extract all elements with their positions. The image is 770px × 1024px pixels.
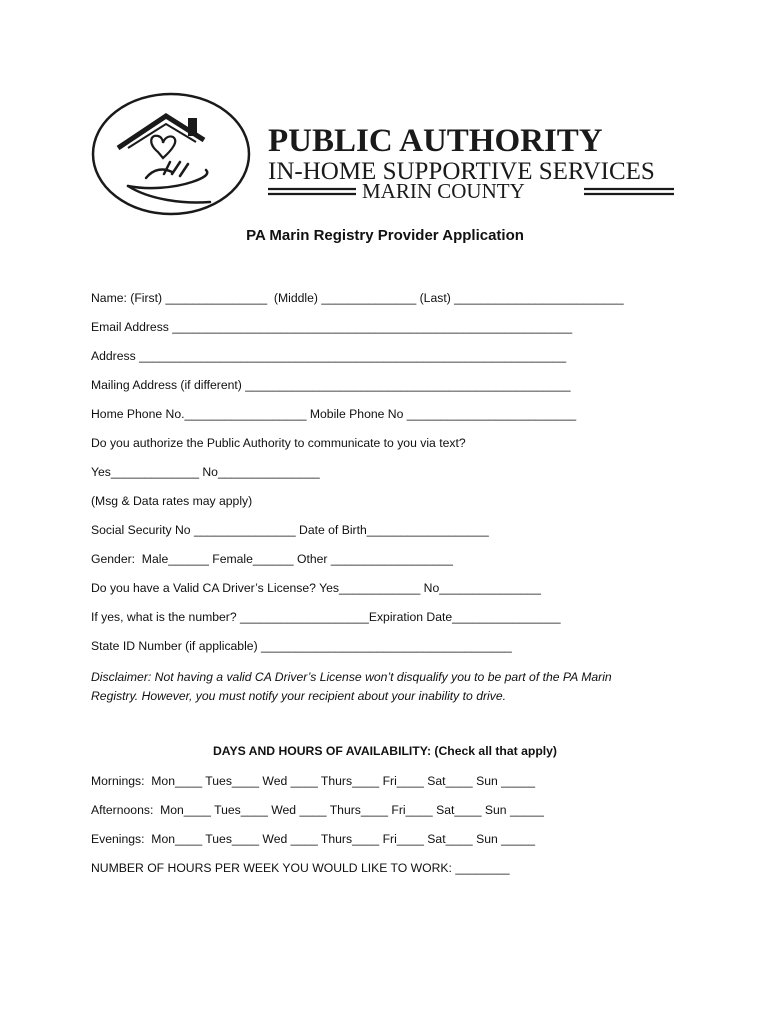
name-field[interactable]: Name: (First) _______________ (Middle) ______________ (Last) _________________________ [91,291,624,305]
disclaimer [91,668,691,706]
house-roof-icon [118,116,204,148]
authorize-text-question: Do you authorize the Public Authority to communicate to you via text? [91,436,466,450]
phone-field[interactable]: Home Phone No.__________________ Mobile Phone No _________________________ [91,407,577,421]
email-field[interactable]: Email Address ___________________________________________________________ [91,320,573,334]
public-authority-logo [88,90,688,220]
afternoons-field[interactable]: Afternoons: Mon____ Tues____ Wed ____ Thurs____ Fri____ Sat____ Sun _____ [91,803,544,817]
license-number-field[interactable]: If yes, what is the number? ___________________Expiration Date________________ [91,610,561,624]
license-field[interactable]: Do you have a Valid CA Driver’s License? Yes____________ No_______________ [91,581,541,595]
disclaimer-line: Registry. However, you must notify your recipient about your inability to drive. [91,689,507,703]
availability-title: DAYS AND HOURS OF AVAILABILITY: (Check all that apply) [213,744,557,758]
svg-text:MARIN COUNTY: MARIN COUNTY [362,179,525,203]
ssn-dob-field[interactable]: Social Security No _______________ Date of Birth__________________ [91,523,489,537]
mailing-address-field[interactable]: Mailing Address (if different) ________________________________________________ [91,378,571,392]
disclaimer-line: Disclaimer: Not having a valid CA Driver’s License won’t disqualify you to be part of the PA Marin [91,670,612,684]
form-title: PA Marin Registry Provider Application [246,227,524,244]
svg-text:IN-HOME SUPPORTIVE SERVICES: IN-HOME SUPPORTIVE SERVICES [268,158,655,185]
msg-rates-note: (Msg & Data rates may apply) [91,494,253,508]
heart-icon [151,136,175,158]
gender-field[interactable]: Gender: Male______ Female______ Other __________________ [91,552,453,566]
svg-text:PUBLIC AUTHORITY: PUBLIC AUTHORITY [268,123,603,159]
hours-per-week-field[interactable]: NUMBER OF HOURS PER WEEK YOU WOULD LIKE TO WORK: ________ [91,861,510,875]
address-field[interactable]: Address _______________________________________________________________ [91,349,567,363]
mornings-field[interactable]: Mornings: Mon____ Tues____ Wed ____ Thurs____ Fri____ Sat____ Sun _____ [91,774,536,788]
authorize-yes-no-field[interactable]: Yes_____________ No_______________ [91,465,320,479]
hand-icon [128,162,210,202]
oval-swoosh-icon [93,94,249,214]
state-id-field[interactable]: State ID Number (if applicable) _____________________________________ [91,639,512,653]
evenings-field[interactable]: Evenings: Mon____ Tues____ Wed ____ Thurs____ Fri____ Sat____ Sun _____ [91,832,536,846]
